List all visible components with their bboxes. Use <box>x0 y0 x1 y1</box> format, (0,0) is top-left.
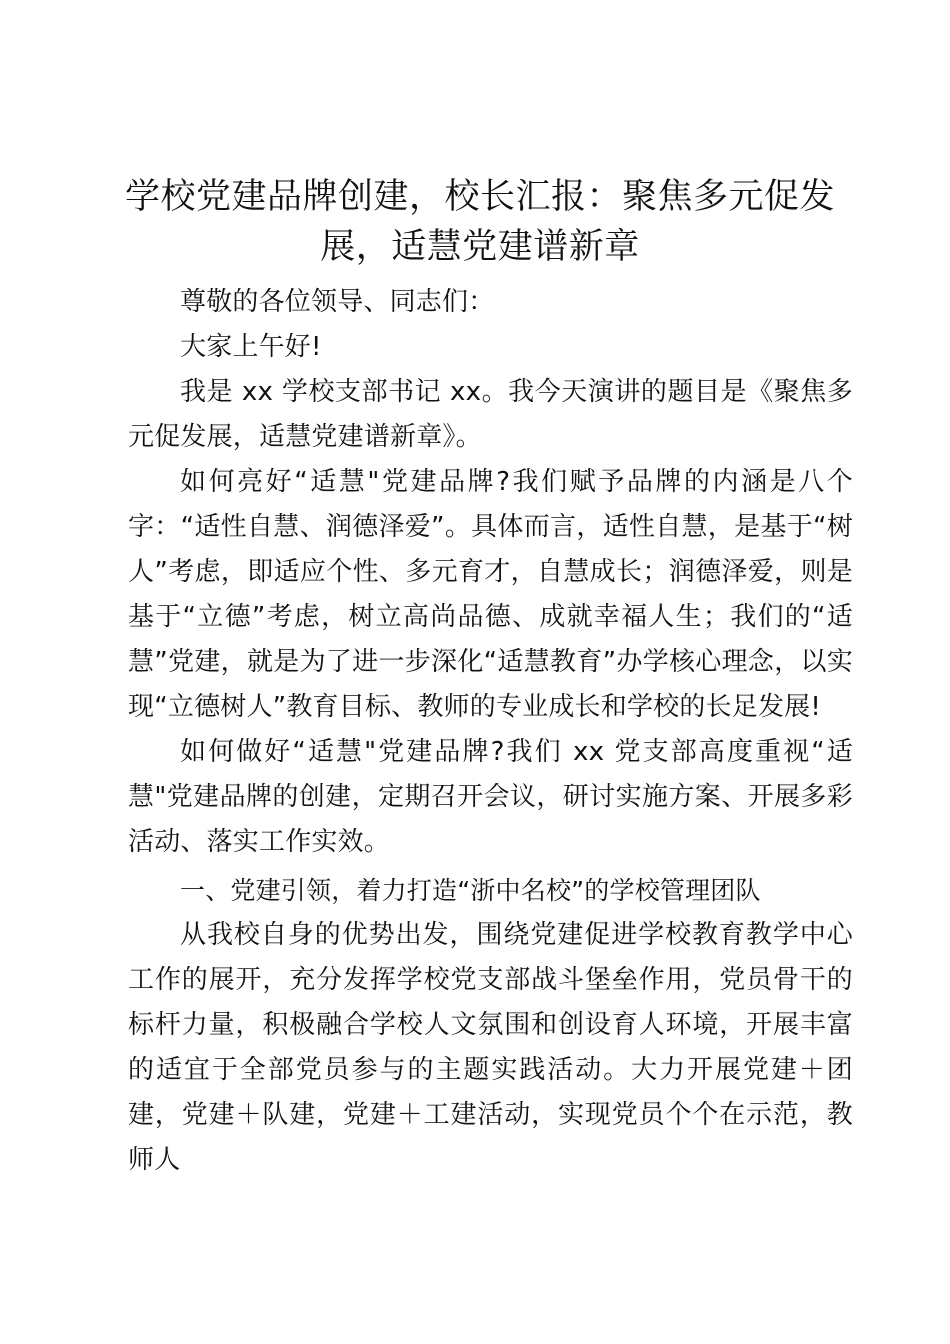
salutation-paragraph: 尊敬的各位领导、同志们： <box>180 287 495 317</box>
introduction-paragraph: 我是 xx 学校支部书记 xx。我今天演讲的题目是《聚焦多元促发展，适慧党建谱新章》。 <box>128 377 853 452</box>
document-title: 学校党建品牌创建，校长汇报：聚焦多元促发展，适慧党建谱新章 <box>124 177 835 267</box>
brand-practice-paragraph: 如何做好“适慧"党建品牌?我们 xx 党支部高度重视“适慧"党建品牌的创建，定期召开会议，研讨实施方案、开展多彩活动、落实工作实效。 <box>128 737 853 857</box>
brand-meaning-paragraph: 如何亮好“适慧"党建品牌?我们赋予品牌的内涵是八个字：“适性自慧、润德泽爱”。具体而言，适性自慧，是基于“树人”考虑，即适应个性、多元育才，自慧成长；润德泽爱，则是基于“立德”考虑，树立高尚品德、成就幸福人生；我们的“适慧”党建，就是为了进一步深化“适慧教育”办学核心理念，以实现“立德树人”教育目标、教师的专业成长和学校的长足发展! <box>128 467 853 722</box>
section-heading: 一、党建引领，着力打造“浙中名校”的学校管理团队 <box>180 876 761 905</box>
section-body-paragraph: 从我校自身的优势出发，围绕党建促进学校教育教学中心工作的展开，充分发挥学校党支部战斗堡垒作用，党员骨干的标杆力量，积极融合学校人文氛围和创设育人环境，开展丰富的适宜于全部党员参与的主题实践活动。大力开展党建＋团建，党建＋队建，党建＋工建活动，实现党员个个在示范，教师人 <box>128 920 853 1175</box>
document-body <box>128 280 853 1183</box>
greeting-paragraph: 大家上午好! <box>180 332 322 362</box>
